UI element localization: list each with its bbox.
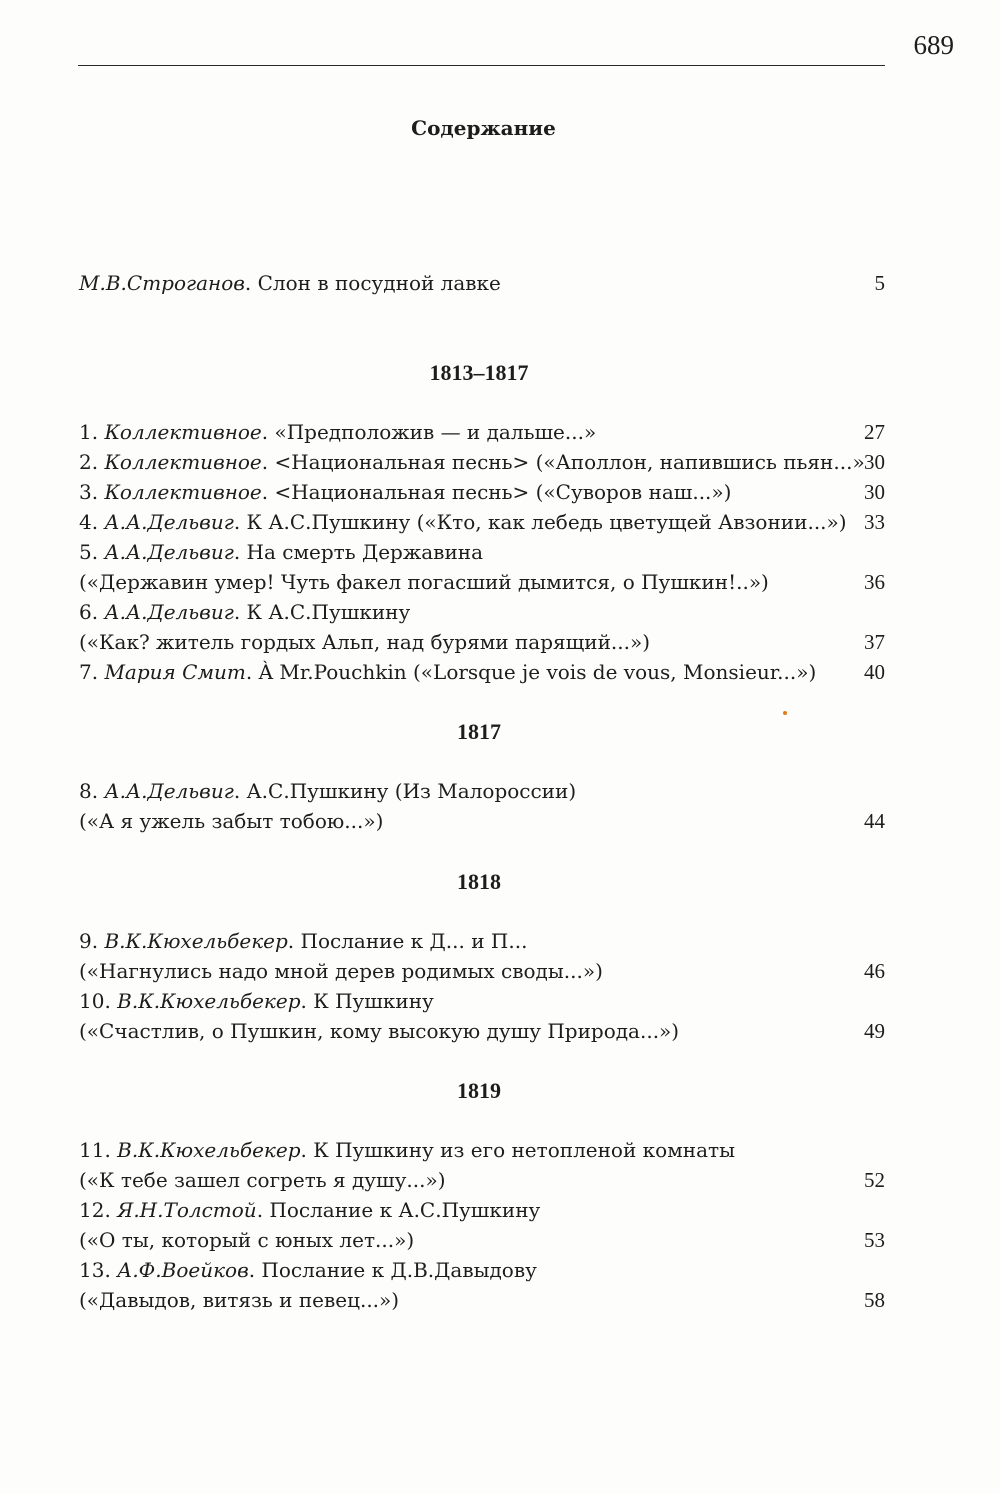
entry-title: . А.С.Пушкину (Из Малороссии) bbox=[233, 779, 577, 803]
entry-title: («Счастлив, о Пушкин, кому высокую душу Природа...») bbox=[79, 1019, 680, 1043]
toc-entry[interactable] bbox=[79, 986, 885, 1046]
entry-author: А.А.Дельвиг bbox=[104, 779, 234, 803]
entry-title: . Послание к Д.В.Давыдову bbox=[248, 1258, 537, 1282]
entry-number: 3. bbox=[79, 480, 105, 504]
toc-section bbox=[79, 1076, 885, 1315]
toc-entry[interactable] bbox=[79, 1195, 885, 1255]
entry-text bbox=[79, 806, 383, 836]
entry-line bbox=[79, 1135, 885, 1165]
entry-text bbox=[79, 447, 865, 477]
entry-author: Коллективное bbox=[104, 450, 262, 474]
entry-title: . К А.С.Пушкину bbox=[233, 600, 411, 624]
entry-title: . К Пушкину bbox=[300, 989, 434, 1013]
entry-title: . <Национальная песнь> («Суворов наш...») bbox=[261, 480, 732, 504]
entry-number: 12. bbox=[79, 1198, 118, 1222]
entry-line bbox=[79, 627, 885, 657]
entry-text bbox=[79, 627, 650, 657]
entry-number: 7. bbox=[79, 660, 105, 684]
toc-section bbox=[79, 717, 885, 836]
entry-title: . К А.С.Пушкину («Кто, как лебедь цветущей Авзонии...») bbox=[233, 510, 847, 534]
entry-title: . Послание к Д... и П... bbox=[287, 929, 528, 953]
entry-line bbox=[79, 597, 885, 627]
entry-author: Коллективное bbox=[104, 420, 262, 444]
section-heading: 1819 bbox=[457, 1078, 501, 1103]
entry-line bbox=[79, 507, 885, 537]
entry-author: Коллективное bbox=[104, 480, 262, 504]
entry-number: 1. bbox=[79, 420, 105, 444]
entry-text bbox=[79, 537, 483, 567]
entry-number: 5. bbox=[79, 540, 105, 564]
entry-line bbox=[79, 806, 885, 836]
entry-line bbox=[79, 1165, 885, 1195]
entry-line bbox=[79, 657, 885, 687]
entry-number: 8. bbox=[79, 779, 105, 803]
toc-entry[interactable] bbox=[79, 1135, 885, 1195]
entry-page: 5 bbox=[874, 271, 885, 295]
section-heading: 1813–1817 bbox=[429, 360, 529, 385]
entry-title: («А я ужель забыт тобою...») bbox=[79, 809, 384, 833]
entry-page: 44 bbox=[864, 809, 885, 833]
entry-line bbox=[79, 956, 885, 986]
entry-line bbox=[79, 477, 885, 507]
entry-text bbox=[79, 1225, 414, 1255]
entry-author: В.К.Кюхельбекер bbox=[117, 989, 301, 1013]
entry-list bbox=[79, 417, 885, 687]
toc-entry[interactable] bbox=[79, 417, 885, 447]
entry-text bbox=[79, 597, 410, 627]
entry-author: А.А.Дельвиг bbox=[104, 540, 234, 564]
entry-page: 33 bbox=[864, 510, 885, 534]
entry-page: 58 bbox=[864, 1288, 885, 1312]
entry-title: . À Mr.Pouchkin («Lorsque je vois de vous, Monsieur...») bbox=[245, 660, 817, 684]
entry-page: 40 bbox=[864, 660, 885, 684]
entry-line bbox=[79, 1225, 885, 1255]
entry-text bbox=[79, 776, 576, 806]
entry-title: («Как? житель гордых Альп, над бурями парящий...») bbox=[79, 630, 651, 654]
entry-line bbox=[79, 417, 885, 447]
entry-text bbox=[79, 477, 731, 507]
entry-number: 10. bbox=[79, 989, 118, 1013]
entry-text bbox=[79, 1285, 399, 1315]
toc-section bbox=[79, 358, 885, 687]
entry-line bbox=[79, 986, 885, 1016]
entry-line bbox=[79, 447, 885, 477]
entry-title: . К Пушкину из его нетопленой комнаты bbox=[300, 1138, 735, 1162]
entry-title: («Державин умер! Чуть факел погасший дымится, о Пушкин!..») bbox=[79, 570, 769, 594]
entry-page: 46 bbox=[864, 959, 885, 983]
entry-page: 52 bbox=[864, 1168, 885, 1192]
entry-number: 2. bbox=[79, 450, 105, 474]
page-title: Содержание bbox=[411, 116, 556, 140]
entry-page: 53 bbox=[864, 1228, 885, 1252]
print-speck bbox=[783, 711, 787, 715]
entry-text bbox=[79, 1016, 679, 1046]
entry-list bbox=[79, 926, 885, 1046]
toc-entry[interactable] bbox=[79, 537, 885, 597]
entry-line bbox=[79, 776, 885, 806]
toc-intro-entry[interactable] bbox=[79, 268, 885, 298]
entry-page: 27 bbox=[864, 420, 885, 444]
entry-line bbox=[79, 1016, 885, 1046]
entry-title: . <Национальная песнь> («Аполлон, напившись пьян...» bbox=[261, 450, 865, 474]
entry-text bbox=[79, 507, 847, 537]
toc-entry[interactable] bbox=[79, 657, 885, 687]
entry-line bbox=[79, 1195, 885, 1225]
entry-line bbox=[79, 1255, 885, 1285]
entry-list bbox=[79, 1135, 885, 1315]
entry-text bbox=[79, 956, 603, 986]
entry-text bbox=[79, 1195, 540, 1225]
entry-text bbox=[79, 926, 527, 956]
entry-number: 13. bbox=[79, 1258, 118, 1282]
entry-line bbox=[79, 567, 885, 597]
header-rule bbox=[78, 65, 885, 66]
entry-text bbox=[79, 1255, 537, 1285]
entry-line bbox=[79, 926, 885, 956]
entry-title: («Нагнулись надо мной дерев родимых своды...») bbox=[79, 959, 603, 983]
entry-author: Я.Н.Толстой bbox=[117, 1198, 257, 1222]
toc-entry[interactable] bbox=[79, 507, 885, 537]
entry-title: («К тебе зашел согреть я душу...») bbox=[79, 1168, 446, 1192]
entry-text bbox=[79, 1165, 446, 1195]
entry-author: В.К.Кюхельбекер bbox=[104, 929, 288, 953]
toc-entry[interactable] bbox=[79, 597, 885, 657]
entry-text bbox=[79, 417, 596, 447]
entry-author: М.В.Строганов bbox=[79, 271, 245, 295]
page-number: 689 bbox=[913, 30, 954, 60]
entry-title: . Послание к А.С.Пушкину bbox=[256, 1198, 541, 1222]
entry-text bbox=[79, 657, 816, 687]
toc-entry[interactable] bbox=[79, 776, 885, 836]
entry-line bbox=[79, 537, 885, 567]
entry-text bbox=[79, 567, 769, 597]
entry-title: («Давыдов, витязь и певец...») bbox=[79, 1288, 400, 1312]
toc-entry[interactable] bbox=[79, 926, 885, 986]
entry-author: А.Ф.Воейков bbox=[117, 1258, 249, 1282]
toc-section bbox=[79, 867, 885, 1046]
entry-page: 30 bbox=[864, 480, 885, 504]
entry-list bbox=[79, 776, 885, 836]
entry-author: А.А.Дельвиг bbox=[104, 510, 234, 534]
entry-page: 36 bbox=[864, 570, 885, 594]
entry-number: 6. bbox=[79, 600, 105, 624]
entry-page: 37 bbox=[864, 630, 885, 654]
entry-number: 4. bbox=[79, 510, 105, 534]
entry-line bbox=[79, 1285, 885, 1315]
entry-title: . Слон в посудной лавке bbox=[244, 271, 501, 295]
entry-author: А.А.Дельвиг bbox=[104, 600, 234, 624]
entry-number: 11. bbox=[79, 1138, 118, 1162]
section-heading: 1817 bbox=[457, 719, 501, 744]
entry-author: Мария Смит bbox=[104, 660, 246, 684]
toc-entry[interactable] bbox=[79, 477, 885, 507]
entry-text bbox=[79, 986, 434, 1016]
entry-title: . «Предположив — и дальше...» bbox=[261, 420, 597, 444]
entry-author: В.К.Кюхельбекер bbox=[117, 1138, 301, 1162]
entry-page: 49 bbox=[864, 1019, 885, 1043]
entry-number: 9. bbox=[79, 929, 105, 953]
entry-title: . На смерть Державина bbox=[233, 540, 484, 564]
toc-entry[interactable] bbox=[79, 1255, 885, 1315]
entry-text bbox=[79, 1135, 735, 1165]
entry-page: 30 bbox=[864, 450, 885, 474]
entry-title: («О ты, который с юных лет...») bbox=[79, 1228, 415, 1252]
section-heading: 1818 bbox=[457, 869, 501, 894]
toc-entry[interactable] bbox=[79, 447, 885, 477]
